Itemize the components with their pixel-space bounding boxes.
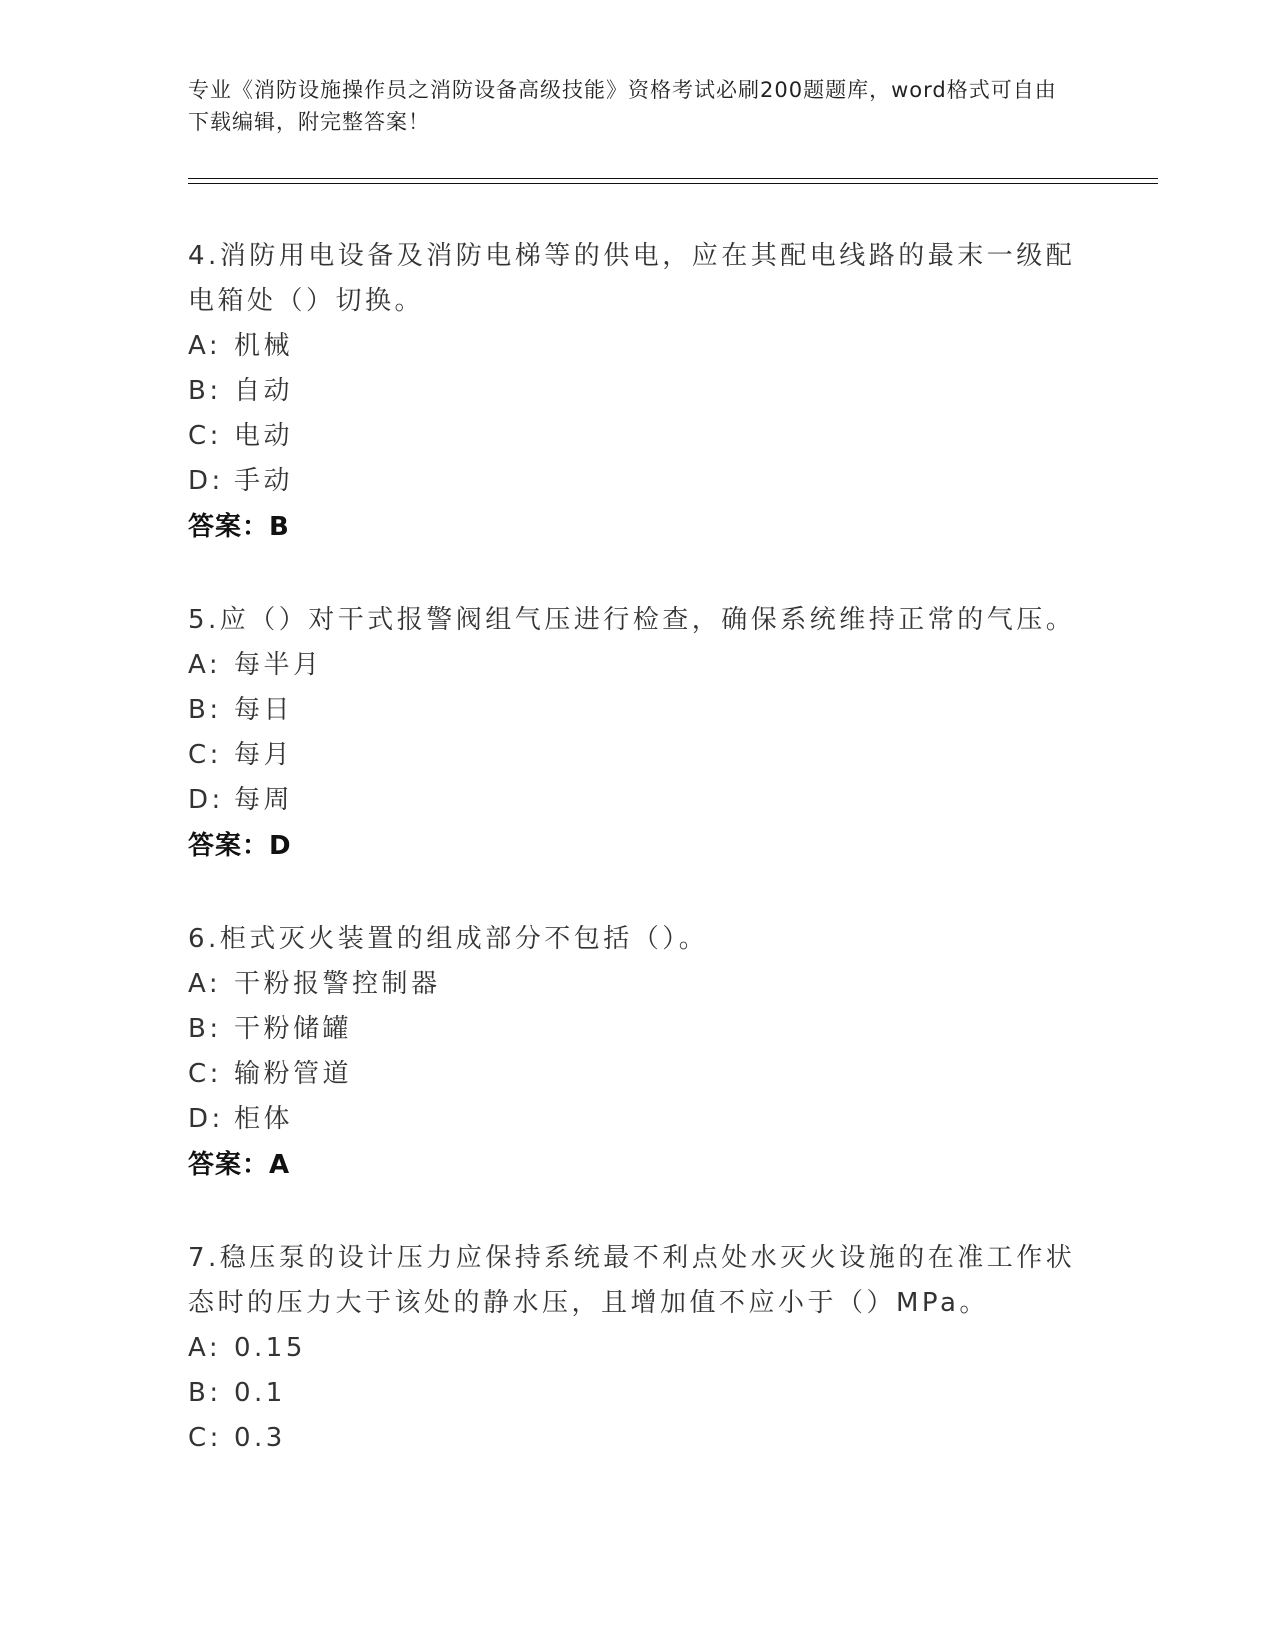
option-letter: C: <box>188 1059 222 1089</box>
document-header: 专业《消防设施操作员之消防设备高级技能》资格考试必刷200题题库，word格式可自由下载编辑，附完整答案！ <box>188 78 1057 134</box>
option-letter: B: <box>188 1014 222 1044</box>
option-text: 每日 <box>234 695 294 725</box>
option-letter: A: <box>188 331 222 361</box>
option-a <box>188 324 1088 369</box>
question-stem: 5.应（）对干式报警阀组气压进行检查，确保系统维持正常的气压。 <box>188 605 1076 635</box>
option-letter: C: <box>188 740 222 770</box>
option-a <box>188 643 1088 688</box>
answer-line: 答案：A <box>188 1150 291 1180</box>
option-letter: B: <box>188 1378 222 1408</box>
option-text: 柜体 <box>234 1104 294 1134</box>
option-letter: B: <box>188 376 222 406</box>
option-text: 干粉报警控制器 <box>234 969 441 999</box>
option-a <box>188 1326 1088 1371</box>
header-rule-top <box>188 178 1158 179</box>
option-c <box>188 414 1088 459</box>
option-b <box>188 369 1088 414</box>
option-d <box>188 778 1088 823</box>
option-text: 每周 <box>234 785 294 815</box>
header-rule-bottom <box>188 183 1158 184</box>
option-a <box>188 962 1088 1007</box>
option-text: 0.1 <box>234 1378 286 1408</box>
question-stem: 6.柜式灭火装置的组成部分不包括（）。 <box>188 924 709 954</box>
option-letter: A: <box>188 969 222 999</box>
question-list <box>188 234 1088 1509</box>
answer-line: 答案：D <box>188 831 292 861</box>
option-d <box>188 1097 1088 1142</box>
question-7 <box>188 1236 1088 1461</box>
option-b <box>188 688 1088 733</box>
option-letter: D: <box>188 785 224 815</box>
option-letter: A: <box>188 1333 222 1363</box>
option-text: 每月 <box>234 740 294 770</box>
question-6 <box>188 917 1088 1188</box>
question-stem: 4.消防用电设备及消防电梯等的供电，应在其配电线路的最末一级配电箱处（）切换。 <box>188 241 1076 316</box>
option-b <box>188 1007 1088 1052</box>
option-c <box>188 1416 1088 1461</box>
option-text: 手动 <box>234 466 294 496</box>
option-letter: D: <box>188 466 224 496</box>
question-stem: 7.稳压泵的设计压力应保持系统最不利点处水灭火设施的在准工作状态时的压力大于该处的静水压，且增加值不应小于（）MPa。 <box>188 1243 1076 1318</box>
option-letter: D: <box>188 1104 224 1134</box>
option-letter: A: <box>188 650 222 680</box>
option-letter: C: <box>188 1423 222 1453</box>
option-text: 0.3 <box>234 1423 286 1453</box>
option-c <box>188 733 1088 778</box>
question-4 <box>188 234 1088 550</box>
option-text: 每半月 <box>234 650 323 680</box>
option-text: 机械 <box>234 331 294 361</box>
option-text: 电动 <box>234 421 294 451</box>
option-d <box>188 459 1088 504</box>
option-text: 自动 <box>234 376 294 406</box>
option-c <box>188 1052 1088 1097</box>
option-text: 0.15 <box>234 1333 306 1363</box>
option-text: 输粉管道 <box>234 1059 353 1089</box>
question-5 <box>188 598 1088 869</box>
option-text: 干粉储罐 <box>234 1014 353 1044</box>
answer-line: 答案：B <box>188 512 290 542</box>
option-b <box>188 1371 1088 1416</box>
option-letter: B: <box>188 695 222 725</box>
option-letter: C: <box>188 421 222 451</box>
